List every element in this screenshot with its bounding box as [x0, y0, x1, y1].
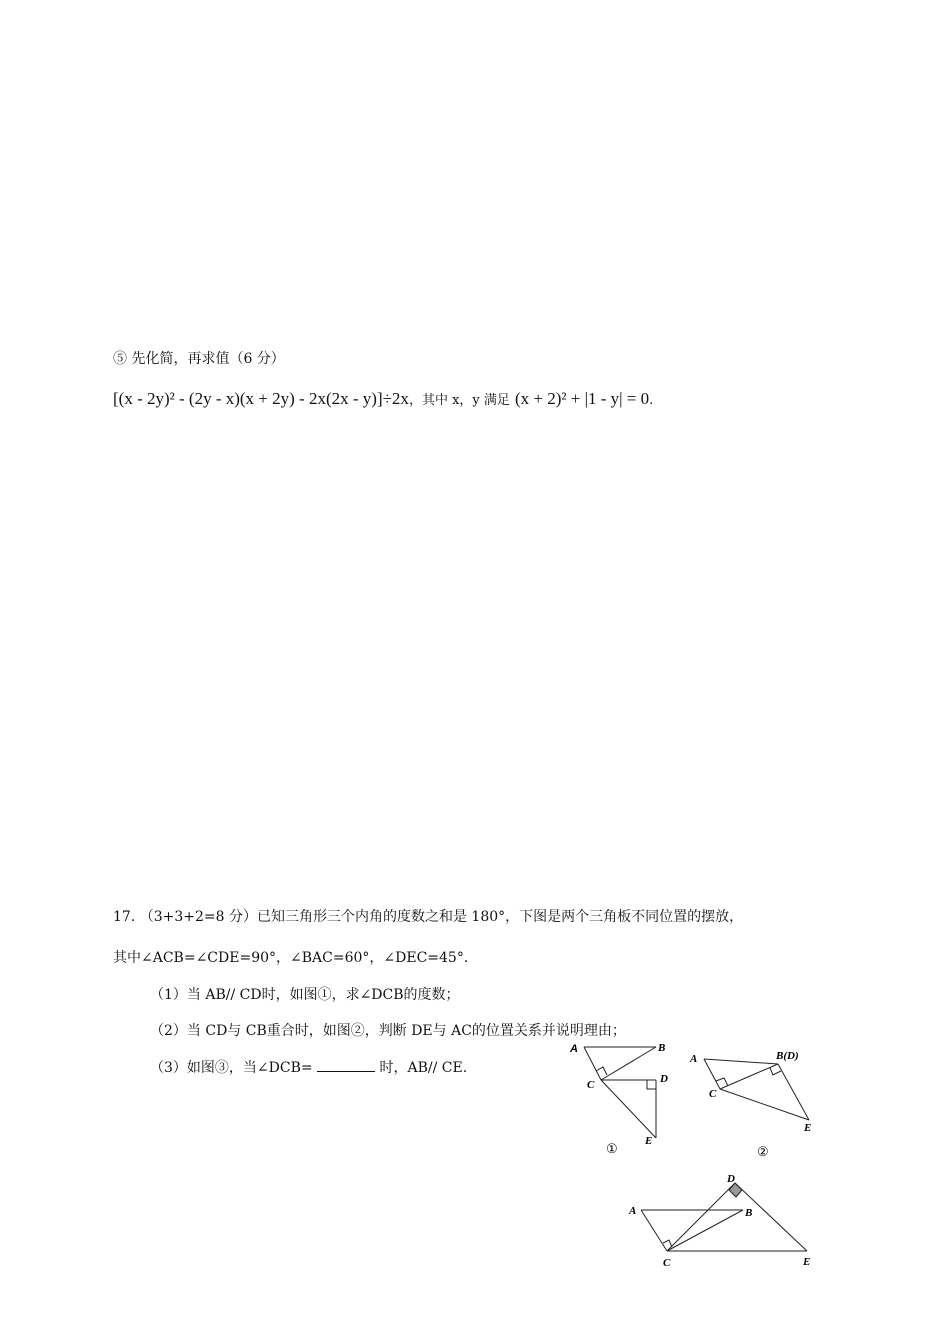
problem17-line1: 17. （3+3+2=8 分）已知三角形三个内角的度数之和是 180°，下图是两个三角板不同位置的摆放，: [113, 909, 744, 925]
condition-prefix: ，其中 x，y 满足: [408, 393, 510, 408]
fig1-edge-ac: [584, 1047, 601, 1080]
problem17-question2: （2）当 CD与 CB重合时，如图②，判断 DE与 AC的位置关系并说明理由；: [150, 1023, 626, 1039]
figure-3: [625, 1170, 825, 1275]
fig1-label-e: E: [645, 1135, 653, 1147]
fig3-label-d: D: [727, 1173, 735, 1185]
problem5-expression-line: [113, 389, 653, 409]
fig1-right-angle-d: [647, 1080, 656, 1089]
fig3-edge-cd: [667, 1183, 735, 1251]
problem5-heading: ⑤ 先化简，再求值（6 分）: [113, 351, 285, 367]
question3-suffix: 时，AB// CE.: [379, 1060, 468, 1076]
fig1-number: ①: [606, 1141, 618, 1156]
fig2-label-a: A: [690, 1053, 698, 1065]
fig2-number: ②: [757, 1144, 769, 1159]
fig3-edge-cb: [667, 1210, 743, 1251]
fig2-label-c: C: [709, 1088, 717, 1100]
condition-end: .: [649, 393, 654, 408]
problem17-question1: （1）当 AB// CD时，如图①，求∠DCB的度数；: [150, 987, 460, 1003]
fig1-label-a: A: [570, 1043, 578, 1055]
question3-prefix: （3）如图③，当∠DCB=: [150, 1060, 313, 1076]
figure-2: [688, 1045, 828, 1165]
fig2-edge-ab: [704, 1059, 778, 1064]
fig2-edge-cb: [720, 1064, 778, 1089]
figure-1: [560, 1035, 680, 1165]
fig1-label-d: D: [660, 1073, 668, 1085]
fig2-edge-ac: [704, 1059, 720, 1089]
fig1-label-c: C: [587, 1079, 595, 1091]
fig2-right-angle-d: [770, 1068, 781, 1075]
fig3-label-c: C: [663, 1257, 671, 1269]
problem17-line2: 其中∠ACB=∠CDE=90°，∠BAC=60°，∠DEC=45°．: [113, 950, 478, 966]
answer-blank: [317, 1057, 375, 1072]
fig2-edge-ce: [720, 1089, 809, 1120]
fig3-right-angle-d: [729, 1183, 742, 1197]
condition-equation: (x + 2)² + |1 - y| = 0: [514, 389, 650, 408]
fig3-edge-ac: [641, 1210, 667, 1251]
fig2-label-bd: B(D): [776, 1050, 799, 1062]
simplify-expression: [(x - 2y)² - (2y - x)(x + 2y) - 2x(2x - y)]÷2x: [113, 389, 409, 408]
fig1-edge-bc: [601, 1047, 656, 1080]
fig3-label-b: B: [745, 1207, 753, 1219]
fig2-label-e: E: [804, 1122, 812, 1134]
fig1-label-b: B: [658, 1042, 666, 1054]
fig2-edge-de: [778, 1064, 809, 1120]
problem17-question3: [150, 1057, 467, 1078]
fig3-label-a: A: [629, 1205, 637, 1217]
fig3-label-e: E: [803, 1256, 811, 1268]
